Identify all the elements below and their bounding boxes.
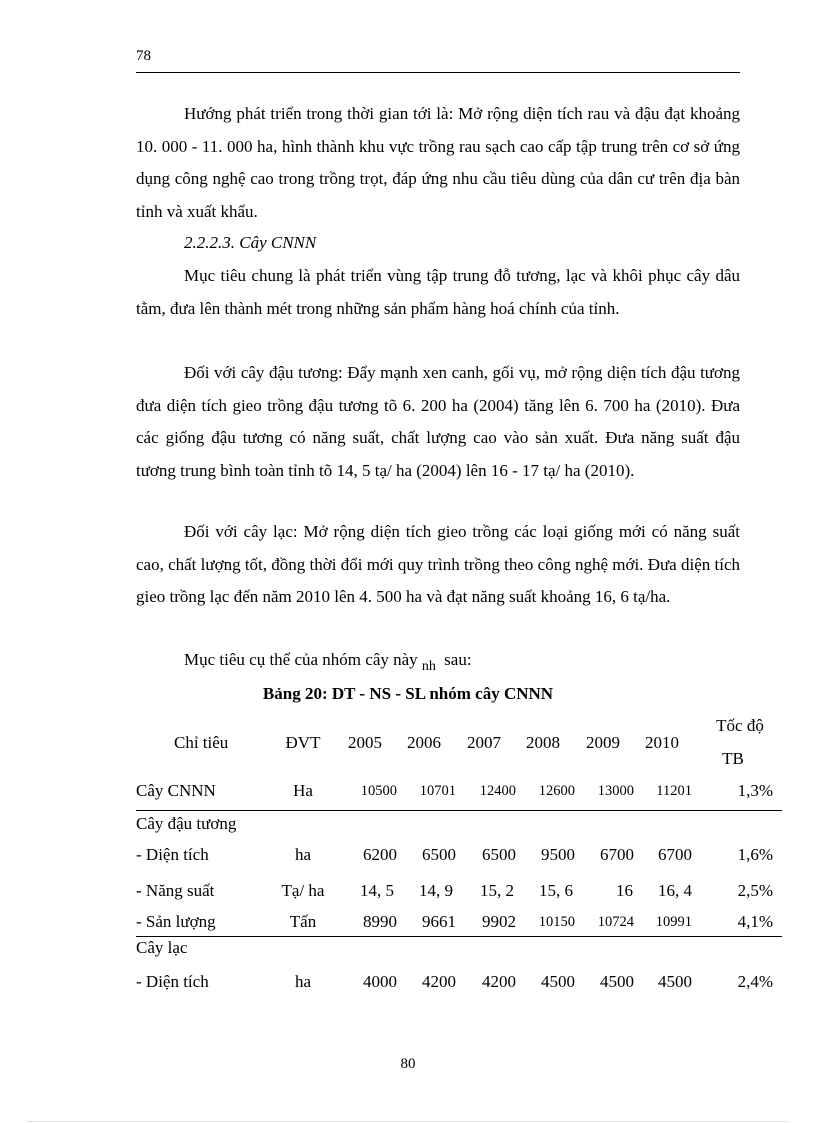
table-rule	[136, 810, 782, 811]
row-unit: Ha	[293, 781, 313, 800]
row-value: 14, 5	[360, 881, 394, 900]
row-unit: Tạ/ ha	[281, 881, 325, 900]
header-indicator: Chỉ tiêu	[174, 733, 229, 752]
row-value: 10724	[597, 914, 634, 930]
row-value: 8990	[363, 912, 397, 931]
header-year: 2007	[467, 733, 501, 752]
row-label: - Năng suất	[136, 881, 215, 900]
row-value: 4500	[541, 972, 575, 991]
row-growth: 4,1%	[737, 912, 773, 931]
header-year: 2005	[348, 733, 382, 752]
row-value: 4000	[363, 972, 397, 991]
specific-goal-subscript: nh	[421, 659, 436, 674]
header-unit: ĐVT	[285, 733, 321, 752]
row-value: 16, 4	[658, 881, 692, 900]
row-value: 6500	[482, 845, 516, 864]
header-year: 2006	[407, 733, 441, 752]
row-growth: 1,3%	[737, 781, 773, 800]
specific-goal-text: Mục tiêu cụ thể của nhóm cây này	[184, 650, 418, 669]
row-value: 6700	[600, 845, 634, 864]
row-value: 12600	[538, 783, 575, 799]
paragraph-peanut: Đối với cây lạc: Mở rộng diện tích gieo trồng các loại giống mới có năng suất cao, chất lượng tốt, đồng thời đổi mới quy trình trồng theo công nghệ mới. Đưa diện tích gieo trồng lạc đến năm 2010 lên 4. 500 ha và đạt năng suất khoảng 16, 6 tạ/ha.	[136, 522, 740, 606]
row-value: 4200	[422, 972, 456, 991]
paragraph-soybean: Đối với cây đậu tương: Đẩy mạnh xen canh, gối vụ, mở rộng diện tích đậu tương đưa diện tích gieo trồng đậu tương tõ 6. 200 ha (2004) tăng lên 6. 700 ha (2010). Đưa các giống đậu tương có năng suất, chất lượng cao vào sản xuất. Đưa năng suất đậu tương trung bình toàn tỉnh tõ 14, 5 tạ/ ha (2004) lên 16 - 17 tạ/ ha (2010).	[136, 363, 740, 480]
row-growth: 1,6%	[737, 845, 773, 864]
paragraph-specific-goal	[184, 650, 472, 674]
row-unit: ha	[294, 972, 312, 991]
row-value: 15, 2	[480, 881, 514, 900]
row-value: 11201	[656, 783, 692, 799]
row-value: 10701	[419, 783, 456, 799]
row-value: 4500	[658, 972, 692, 991]
row-value: 10500	[360, 783, 397, 799]
row-value: 9661	[422, 912, 456, 931]
row-value: 6200	[363, 845, 397, 864]
row-value: 13000	[597, 783, 634, 799]
header-growth-line2: TB	[722, 749, 744, 768]
row-value: 4200	[482, 972, 516, 991]
paragraph-general-goal: Mục tiêu chung là phát triển vùng tập trung đỗ tương, lạc và khôi phục cây dâu tằm, đưa lên thành mét trong những sản phẩm hàng hoá chính của tỉnh.	[136, 266, 740, 318]
row-label: - Diện tích	[136, 845, 209, 864]
row-value: 9902	[482, 912, 516, 931]
footer-page-number: 80	[400, 1056, 416, 1072]
row-value: 6700	[658, 845, 692, 864]
row-unit: Tấn	[289, 912, 317, 931]
row-value: 6500	[422, 845, 456, 864]
header-rule	[136, 72, 740, 73]
row-value: 14, 9	[419, 881, 453, 900]
table-rule	[136, 936, 782, 937]
row-growth: 2,5%	[737, 881, 773, 900]
group-label-peanut: Cây lạc	[136, 938, 188, 957]
row-unit: ha	[294, 845, 312, 864]
row-label: - Sản lượng	[136, 912, 216, 931]
row-value: 10991	[655, 914, 692, 930]
header-year: 2010	[645, 733, 679, 752]
header-page-number: 78	[136, 48, 151, 64]
row-value: 12400	[479, 783, 516, 799]
table-caption: Bảng 20: DT - NS - SL nhóm cây CNNN	[262, 684, 554, 703]
row-growth: 2,4%	[737, 972, 773, 991]
row-value: 4500	[600, 972, 634, 991]
page-bottom-dotted-line	[28, 1121, 788, 1122]
row-label: Cây CNNN	[136, 781, 216, 800]
row-value: 9500	[541, 845, 575, 864]
specific-goal-end: sau:	[444, 650, 472, 669]
header-year: 2009	[586, 733, 620, 752]
row-value: 16	[616, 881, 633, 900]
section-heading: 2.2.2.3. Cây CNNN	[184, 233, 317, 252]
row-value: 15, 6	[539, 881, 573, 900]
paragraph-development-direction: Hướng phát triển trong thời gian tới là: Mở rộng diện tích rau và đậu đạt khoảng 10. 000 - 11. 000 ha, hình thành khu vực trồng rau sạch cao cấp tập trung trên cơ sở ứng dụng công nghệ cao trong trồng trọt, đáp ứng nhu cầu tiêu dùng của dân cư trên địa bàn tỉnh và xuất khẩu.	[136, 104, 740, 221]
header-year: 2008	[526, 733, 560, 752]
header-growth-line1: Tốc độ	[716, 716, 764, 735]
row-value: 10150	[538, 914, 575, 930]
row-label: - Diện tích	[136, 972, 209, 991]
group-label-soybean: Cây đậu tương	[136, 814, 237, 833]
